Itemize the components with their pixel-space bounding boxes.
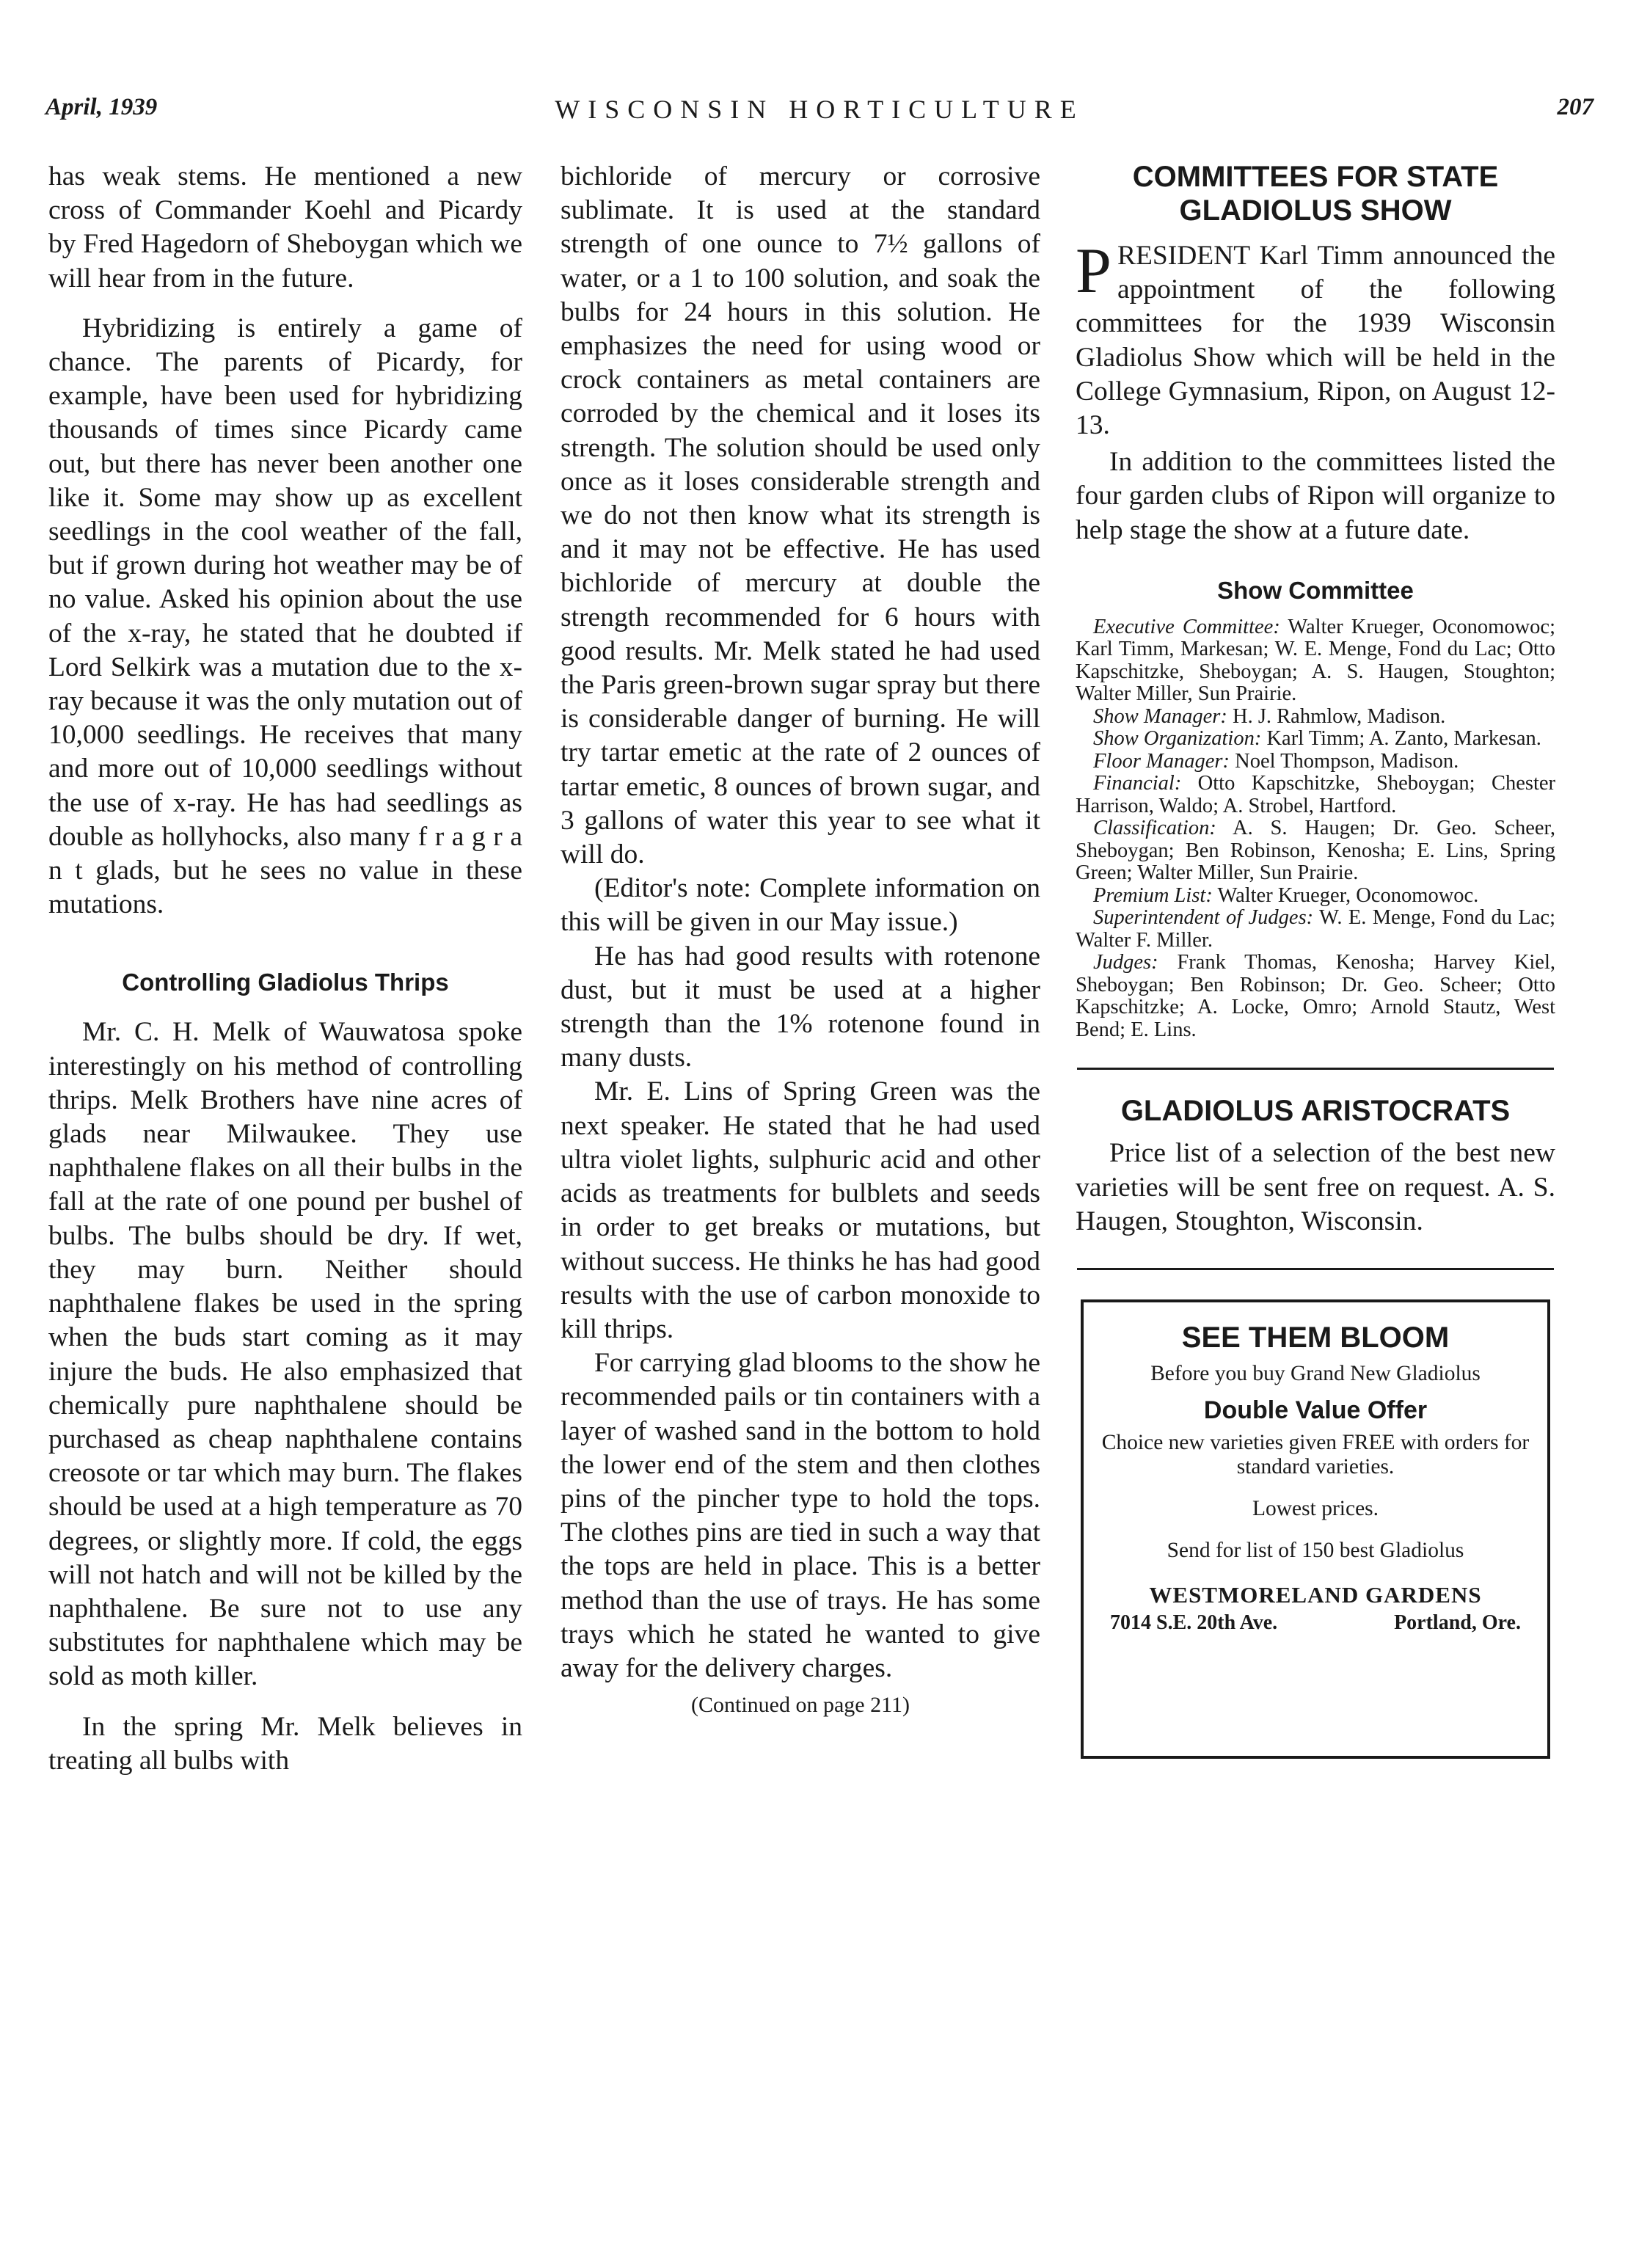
committee-entry: Superintendent of Judges: W. E. Menge, Fond du Lac; Walter F. Miller. [1076, 906, 1555, 952]
aristocrats-text: Price list of a selection of the best new varieties will be sent free on request. A. S. Haugen, Stoughton, Wisconsin. [1076, 1138, 1555, 1236]
paragraph: In the spring Mr. Melk believes in treating all bulbs with [48, 1711, 522, 1776]
page-number: 207 [1557, 94, 1594, 120]
ad-address-line [1110, 1611, 1521, 1635]
continued-note: (Continued on page 211) [691, 1693, 910, 1718]
ad-offer-heading: Double Value Offer [1203, 1396, 1428, 1424]
ad-prices: Lowest prices. [1252, 1496, 1379, 1520]
ad-city: Portland, Ore. [1394, 1611, 1521, 1634]
paragraph: He has had good results with rotenone dust, but it must be used at a higher strength than the 1% rotenone found in many dusts. [561, 941, 1040, 1073]
column-left [48, 160, 522, 1778]
section-heading: Controlling Gladiolus Thrips [122, 969, 449, 996]
ad-title: SEE THEM BLOOM [1181, 1321, 1450, 1354]
paragraph: PRESIDENT Karl Timm announced the appointment of the following committees for the 1939 Wisconsin Gladiolus Show which will be held in the College Gymnasium, Ripon, on August 12-13. [1076, 236, 1555, 441]
committee-entry: Premium List: Walter Krueger, Oconomowoc. [1093, 883, 1479, 907]
committee-entry: Financial: Otto Kapschitzke, Sheboygan; Chester Harrison, Waldo; A. Strobel, Hartford. [1076, 772, 1556, 817]
ad-company: WESTMORELAND GARDENS [1149, 1581, 1482, 1608]
committee-entry: Show Organization: Karl Timm; A. Zanto, Markesan. [1093, 727, 1541, 751]
committee-entry: Classification: A. S. Haugen; Dr. Geo. Scheer, Sheboygan; Ben Robinson, Kenosha; E. Lins, Spring Green; Walter Miller, Sun Prairie. [1076, 817, 1555, 885]
committee-entry: Floor Manager: Noel Thompson, Madison. [1093, 749, 1459, 773]
paragraph: For carrying glad blooms to the show he recommended pails or tin containers with a layer of washed sand in the bottom to hold the lower end of the stem and then clothes pins of the pincher type to hold the tops. The clothes pins are tied in such a way that the tops are held in place. This is a better method than the use of trays. He has some trays which he stated he wanted to give away for the delivery charges. [561, 1348, 1040, 1683]
show-committee-heading: Show Committee [1217, 576, 1414, 604]
paragraph: has weak stems. He mentioned a new cross of Commander Koehl and Picardy by Fred Hagedorn of Sheboygan which we will hear from in the future. [48, 161, 522, 293]
ad-subtitle: Before you buy Grand New Gladiolus [1150, 1361, 1481, 1385]
column-middle [561, 160, 1040, 1718]
drop-cap: P [1076, 236, 1111, 307]
ad-list: Send for list of 150 best Gladiolus [1167, 1538, 1464, 1562]
committees-title: COMMITTEES FOR STATE GLADIOLUS SHOW [1132, 161, 1499, 227]
page-header [45, 94, 1594, 138]
committee-entry: Executive Committee: Walter Krueger, Oconomowoc; Karl Timm, Markesan; W. E. Menge, Fond du Lac; Otto Kapschitzke, Sheboygan; A. S. Haugen, Stoughton; Walter Miller, Sun Prairie. [1076, 615, 1555, 706]
committee-list [1076, 616, 1555, 1042]
editors-note: (Editor's note: Complete information on this will be given in our May issue.) [561, 873, 1040, 938]
advertisement-box [1081, 1299, 1550, 1759]
aristocrats-title: GLADIOLUS ARISTOCRATS [1120, 1095, 1511, 1128]
column-right [1076, 160, 1555, 1759]
ad-offer-text: Choice new varieties given FREE with orders for standard varieties. [1101, 1430, 1530, 1478]
paragraph: Hybridizing is entirely a game of chance. The parents of Picardy, for example, have been used for hybridizing thousands of times since Picardy came out, but there has never been another one like it. Some may show up as excellent seedlings in the cool weather of the fall, but if grown during hot weather may be of no value. Asked his opinion about the use of the x-ray, he stated that he doubted if Lord Selkirk was a mutation due to the x-ray because it was the only mutation out of 10,000 seedlings. He receives that many and more out of 10,000 seedlings without the use of x-ray. He has had seedlings as double as hollyhocks, also many f r a g r a n t glads, but he sees no value in these mutations. [48, 313, 522, 920]
paragraph: Mr. C. H. Melk of Wauwatosa spoke interestingly on his method of controlling thrips. Melk Brothers have nine acres of glads near Milwaukee. They use naphthalene flakes on all their bulbs in the fall at the rate of one pound per bushel of bulbs. The bulbs should be dry. If wet, they may burn. Neither should naphthalene flakes be used in the spring when the buds start coming as it may injure the buds. He also emphasized that chemically pure naphthalene should be purchased as cheap naphthalene contains creosote or tar which may burn. The flakes should be used at a high temperature as 70 degrees, or slightly more. If cold, the eggs will not hatch and will not be killed by the naphthalene. Be sure not to use any substitutes for naphthalene which may be sold as moth killer. [48, 1017, 522, 1692]
committee-entry: Show Manager: H. J. Rahmlow, Madison. [1093, 704, 1446, 728]
issue-date: April, 1939 [45, 94, 158, 120]
paragraph: bichloride of mercury or corrosive sublimate. It is used at the standard strength of one ounce to 7½ gallons of water, or a 1 to 100 solution, and soak the bulbs for 24 hours in this solution. He emphasizes the need for using wood or crock containers as metal containers are corroded by the chemical and it loses its strength. The solution should be used only once as it loses considerable strength and we do not then know what its strength is and it may not be effective. He has used bichloride of mercury at double the strength recommended for 6 hours with good results. Mr. Melk stated he had used the Paris green-brown sugar spray but there is considerable danger of burning. He will try tartar emetic at the rate of 2 ounces of tartar emetic, 8 ounces of brown sugar, and 3 gallons of water this year to see what it will do. [561, 161, 1040, 870]
ad-street: 7014 S.E. 20th Ave. [1110, 1611, 1278, 1634]
paragraph: In addition to the committees listed the four garden clubs of Ripon will organize to help stage the show at a future date. [1076, 447, 1555, 545]
committee-entry: Judges: Frank Thomas, Kenosha; Harvey Kiel, Sheboygan; Ben Robinson; Dr. Geo. Scheer; Otto Kapschitzke; A. Locke, Omro; Arnold Stautz, West Bend; E. Lins. [1076, 951, 1556, 1041]
paragraph: Mr. E. Lins of Spring Green was the next speaker. He stated that he had used ultra violet lights, sulphuric acid and other acids as treatments for bulblets and seeds in order to get breaks or mutations, but without success. He thinks he has had good results with the use of carbon monoxide to kill thrips. [561, 1076, 1040, 1344]
journal-title: WISCONSIN HORTICULTURE [555, 95, 1084, 124]
